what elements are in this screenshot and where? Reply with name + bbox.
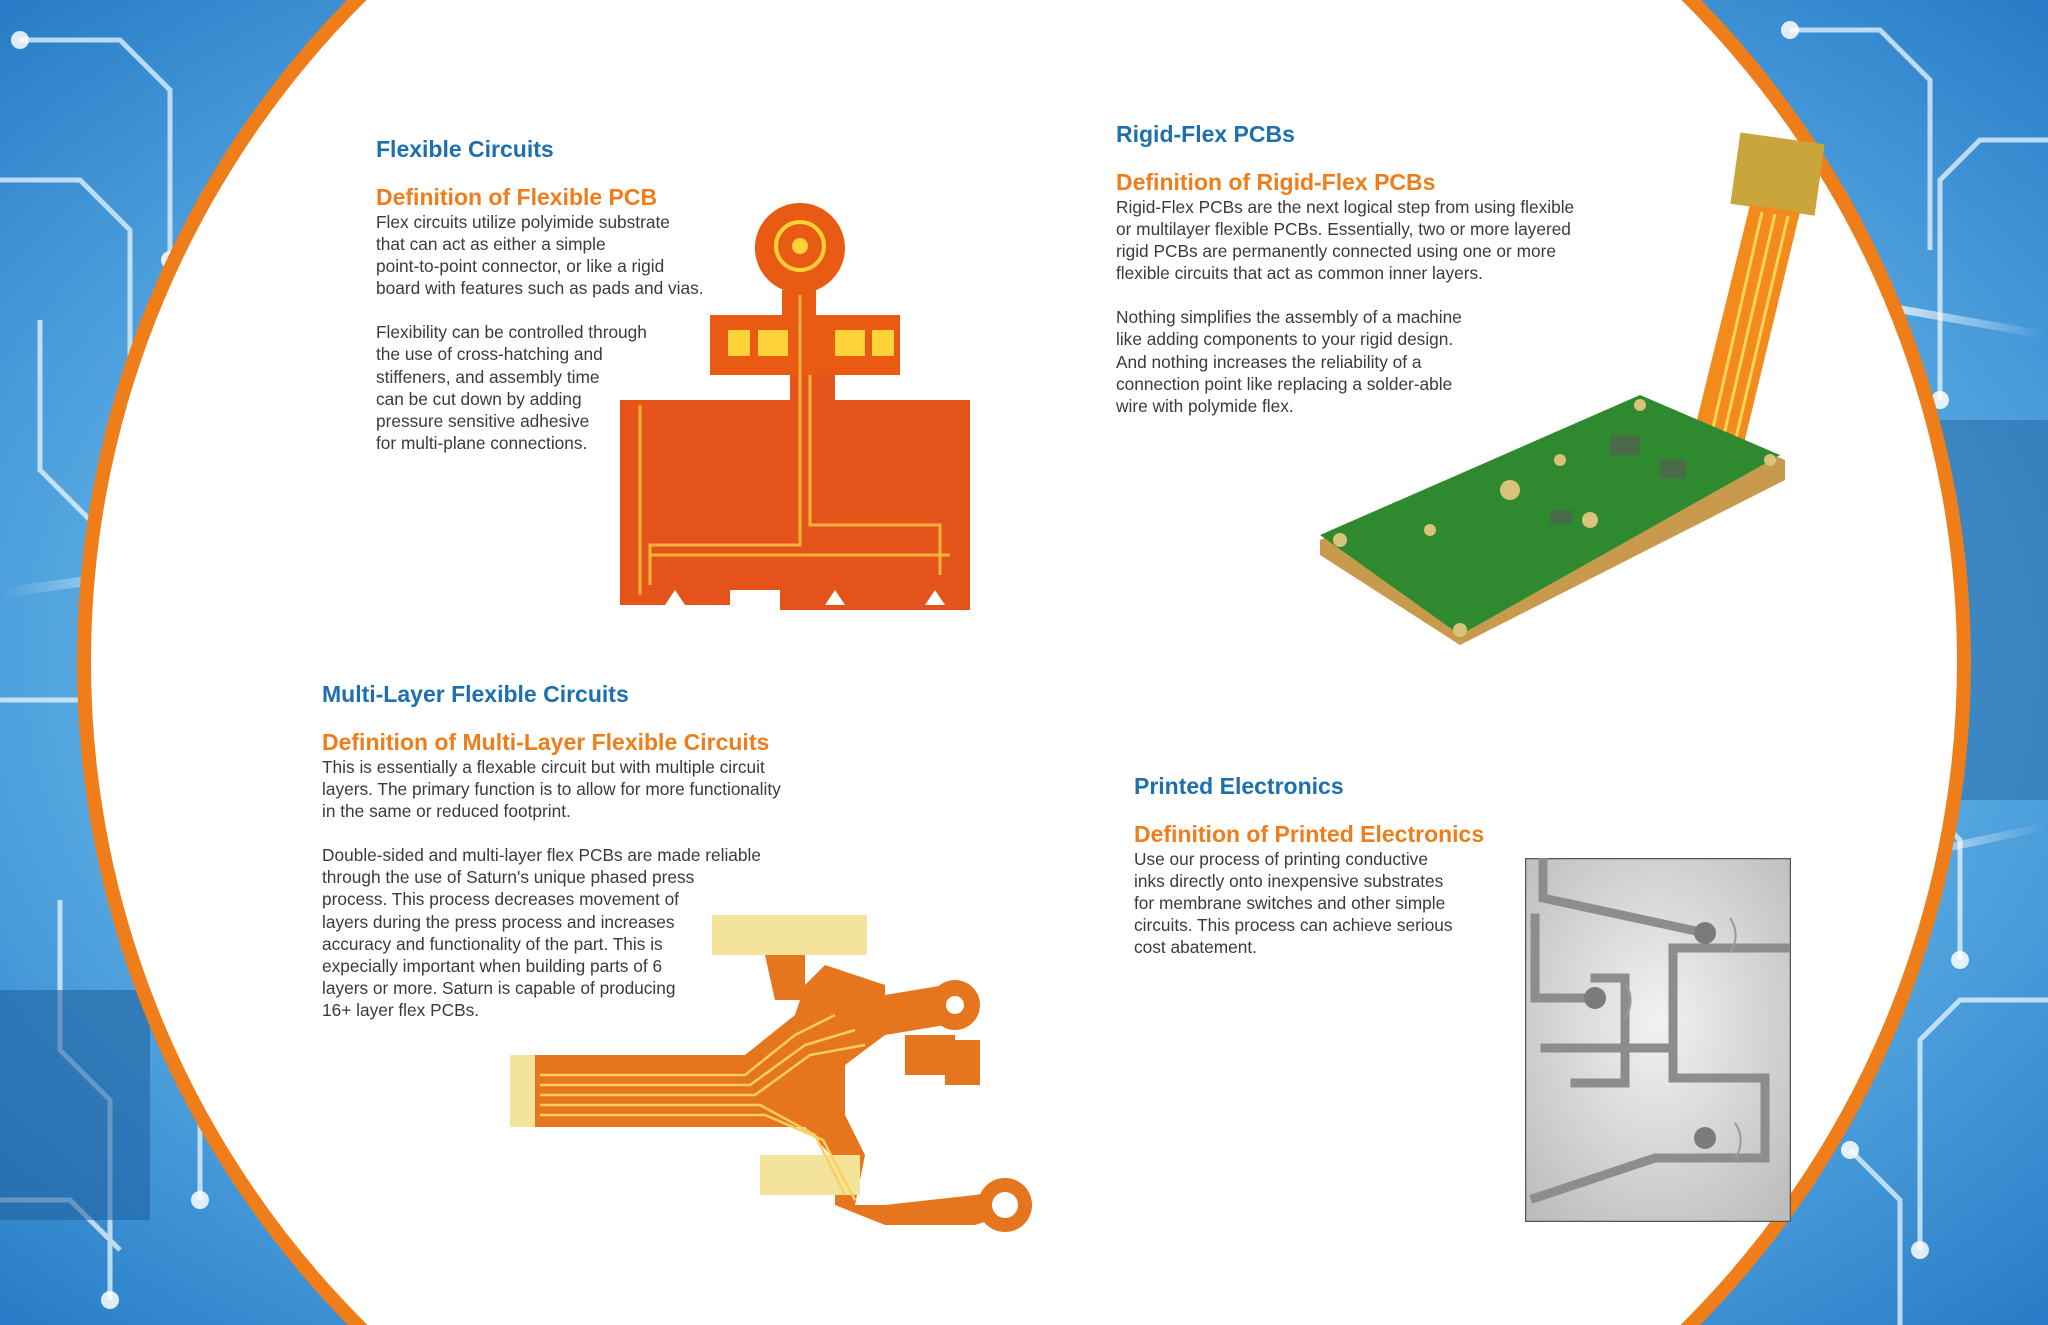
paragraph: Double-sided and multi-layer flex PCBs are made reliable through the use of Saturn's unique phased press process. This process decreases movement of layers during the press process and increases accuracy and functionality of the part. This is expecially important when building parts of 6 layers or more. Saturn is capable of producing 16+ layer flex PCBs. [322, 845, 761, 1020]
section-title: Flexible Circuits [376, 136, 554, 162]
paragraph: Flexibility can be controlled through the use of cross-hatching and stiffeners, and assembly time can be cut down by adding pressure sensitive adhesive for multi-plane connections. [376, 322, 647, 453]
paragraph: Rigid-Flex PCBs are the next logical step from using flexible or multilayer flexible PCBs. Essentially, two or more layered rigid PCBs are permanently connected using one or more flexible circuits that act as common inner layers. [1116, 197, 1575, 284]
paragraph: Flex circuits utilize polyimide substrate that can act as either a simple point-to-point connector, or like a rigid board with features such as pads and vias. [376, 212, 704, 299]
section-subtitle: Definition of Printed Electronics [1134, 821, 1485, 847]
section-subtitle: Definition of Flexible PCB [376, 184, 658, 210]
rigid-flex-pcb-photo [1310, 130, 1830, 660]
section-title: Printed Electronics [1134, 773, 1344, 799]
section-title: Rigid-Flex PCBs [1116, 121, 1295, 147]
section-title: Multi-Layer Flexible Circuits [322, 681, 629, 707]
multilayer-flex-pcb-photo [505, 905, 1060, 1250]
paragraph: Nothing simplifies the assembly of a machine like adding components to your rigid design. And nothing increases the reliability of a connection point like replacing a solder-able wire with polymide flex. [1116, 307, 1462, 416]
paragraph: This is essentially a flexable circuit but with multiple circuit layers. The primary function is to allow for more functionality in the same or reduced footprint. [322, 757, 781, 822]
paragraph: Use our process of printing conductive inks directly onto inexpensive substrates for membrane switches and other simple circuits. This process can achieve serious cost abatement. [1134, 849, 1453, 958]
section-subtitle: Definition of Multi-Layer Flexible Circuits [322, 729, 770, 755]
printed-electronics-photo [1525, 858, 1791, 1222]
flexible-pcb-photo [610, 195, 980, 615]
section-printed-electronics [1134, 772, 1554, 958]
section-subtitle: Definition of Rigid-Flex PCBs [1116, 169, 1436, 195]
